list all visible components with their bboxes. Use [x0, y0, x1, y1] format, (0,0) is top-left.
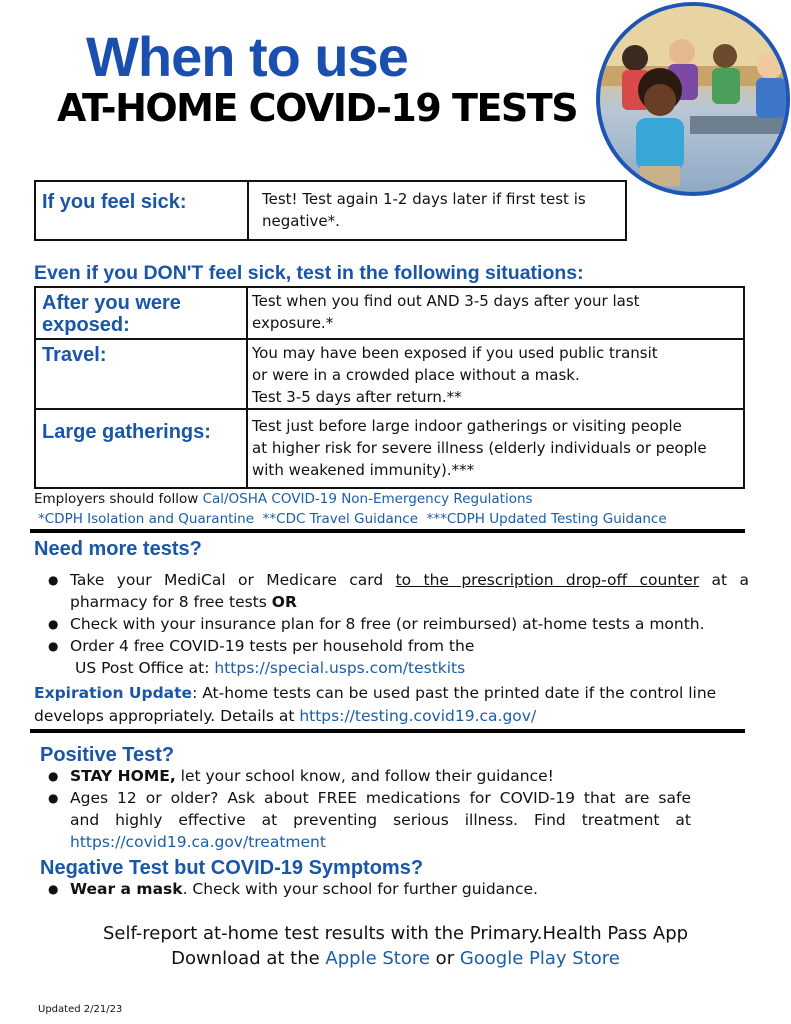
- situation-text-exposed: [247, 287, 744, 339]
- bullet-line: [70, 591, 749, 613]
- situation-text-gatherings: [247, 409, 744, 488]
- updated-date: Updated 2/21/23: [38, 1004, 123, 1015]
- sick-text: [248, 181, 626, 240]
- list-item: [34, 613, 749, 635]
- text-line: Test just before large indoor gatherings or visiting people: [252, 417, 682, 435]
- stay-home-emphasis: STAY HOME,: [70, 767, 176, 785]
- situation-label-travel: [35, 339, 247, 409]
- bullet-text: at a: [699, 571, 749, 589]
- expiration-update: [34, 682, 716, 728]
- situations-table: [34, 286, 745, 489]
- download-text: Download at the: [171, 948, 326, 969]
- expiration-text: : At-home tests can be used past the printed date if the control line: [192, 684, 717, 702]
- label-line: Travel:: [42, 344, 107, 366]
- bullet-text: . Check with your school for further guidance.: [182, 880, 538, 898]
- positive-list: [34, 765, 691, 853]
- text-line: Test when you find out AND 3-5 days after your last: [252, 292, 640, 310]
- list-item: [34, 569, 749, 613]
- situation-label-gatherings: [35, 409, 247, 488]
- table-row: [35, 339, 744, 409]
- cdph-testing-link[interactable]: ***CDPH Updated Testing Guidance: [426, 511, 667, 527]
- positive-heading: Positive Test?: [40, 744, 175, 766]
- negative-heading: Negative Test but COVID-19 Symptoms?: [40, 857, 424, 879]
- sick-text-line1: Test! Test again 1-2 days later if first test is: [262, 190, 586, 208]
- list-item: [34, 765, 691, 787]
- text-line: or were in a crowded place without a mask.: [252, 366, 580, 384]
- classroom-photo: [596, 2, 790, 196]
- label-line: exposed:: [42, 314, 130, 336]
- download-text: or: [429, 948, 460, 969]
- treatment-link[interactable]: https://covid19.ca.gov/treatment: [70, 833, 326, 851]
- bullet-line: ● Order 4 free COVID-19 tests per household from the: [70, 637, 475, 655]
- expiration-text: develops appropriately. Details at: [34, 707, 300, 725]
- table-row: [35, 409, 744, 488]
- bullet-text: pharmacy for 8 free tests: [70, 593, 272, 611]
- sick-label: If you feel sick:: [35, 181, 248, 240]
- self-report-line: Self-report at-home test results with the Primary.Health Pass App: [102, 923, 689, 944]
- text-line: exposure.*: [252, 314, 334, 332]
- label-line: Large gatherings:: [42, 421, 211, 443]
- text-line: Test 3-5 days after return.**: [252, 388, 462, 406]
- expiration-label: Expiration Update: [34, 684, 193, 702]
- section-divider: [30, 529, 745, 533]
- or-emphasis: OR: [271, 593, 297, 611]
- cdph-isolation-link[interactable]: *CDPH Isolation and Quarantine: [38, 511, 255, 527]
- list-item: [34, 878, 734, 900]
- situation-text-travel: [247, 339, 744, 409]
- cdc-travel-link[interactable]: **CDC Travel Guidance: [262, 511, 418, 527]
- list-item: [34, 787, 691, 853]
- usps-testkits-link[interactable]: https://special.usps.com/testkits: [214, 659, 466, 677]
- bullet-text: US Post Office at:: [75, 659, 215, 677]
- download-line: [0, 946, 791, 972]
- apple-store-link[interactable]: Apple Store: [325, 948, 430, 969]
- negative-list: [34, 878, 734, 900]
- bullet-line: [70, 569, 749, 591]
- text-line: You may have been exposed if you used public transit: [252, 344, 658, 362]
- situations-heading: Even if you DON'T feel sick, test in the following situations:: [34, 262, 584, 284]
- title-line-1: When to use: [86, 25, 408, 88]
- bullet-text: Check with your insurance plan for 8 free (or reimbursed) at-home tests a month.: [70, 615, 705, 633]
- bullet-text: Take your MediCal or Medicare card: [70, 571, 396, 589]
- text-line: with weakened immunity).***: [252, 461, 475, 479]
- bullet-line: [70, 657, 749, 679]
- sick-table: [34, 180, 627, 241]
- employers-prefix: Employers should follow: [34, 491, 203, 507]
- bullet-text: let your school know, and follow their guidance!: [175, 767, 554, 785]
- google-play-link[interactable]: Google Play Store: [459, 948, 620, 969]
- children-in-classroom-photo-icon: [600, 6, 786, 192]
- title-line-2: AT-HOME COVID-19 TESTS: [57, 86, 578, 130]
- employers-line: [34, 491, 533, 507]
- text-line: at higher risk for severe illness (elderly individuals or people: [252, 439, 707, 457]
- list-item: [34, 635, 749, 679]
- situation-label-exposed: [35, 287, 247, 339]
- label-line: After you were: [42, 292, 181, 314]
- section-divider: [30, 729, 745, 733]
- calosha-link[interactable]: Cal/OSHA COVID-19 Non-Emergency Regulations: [202, 491, 533, 507]
- wear-mask-emphasis: Wear a mask: [70, 880, 183, 898]
- testing-covid19-link[interactable]: https://testing.covid19.ca.gov/: [299, 707, 537, 725]
- prescription-counter-link[interactable]: to the prescription drop-off counter: [395, 571, 700, 589]
- bullet-line: and highly effective at preventing serious illness. Find treatment at: [70, 811, 691, 829]
- more-tests-list: [34, 569, 749, 679]
- guidance-links-line: [38, 511, 667, 527]
- sick-text-line2: negative*.: [262, 212, 340, 230]
- bullet-line: ● Ages 12 or older? Ask about FREE medications for COVID-19 that are safe: [70, 789, 691, 807]
- table-row: [35, 287, 744, 339]
- more-tests-heading: Need more tests?: [34, 538, 202, 560]
